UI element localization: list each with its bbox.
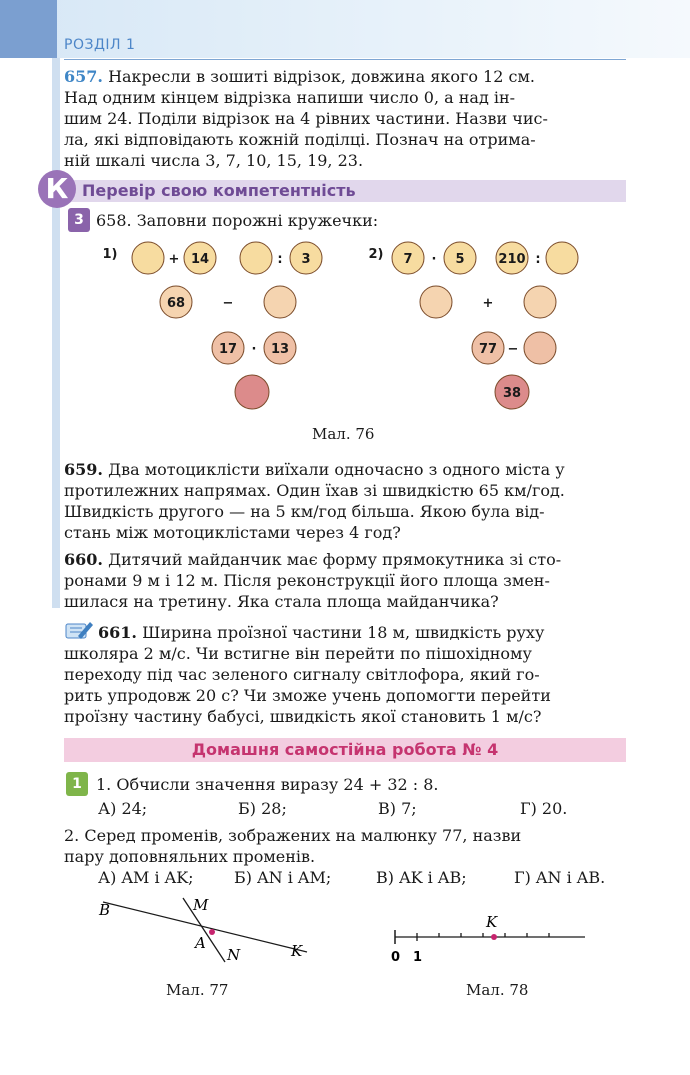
q1-option-c: В) 7; [378,799,417,818]
q2-option-d: Г) AN і AB. [514,868,606,887]
level-3-icon: 3 [68,208,90,232]
task-661-line: Ширина проїзної частини 18 м, швидкість руху [142,623,545,642]
task-659-line: протилежних напрямах. Один їхав зі швидкістю 65 км/год. [64,481,565,500]
tree1-number: 13 [270,342,290,357]
tree2-empty-node [524,286,556,318]
tree2-empty-node [420,286,452,318]
pencil-notebook-icon [64,618,94,642]
tree2-label: 2) [368,247,384,262]
tree1-op: − [222,296,234,311]
label-N: N [227,946,241,964]
tree1-op: · [251,342,257,357]
label-one: 1 [413,950,423,965]
task-660-line: шилася на третину. Яка стала площа майданчика? [64,592,499,611]
q2-option-b: Б) AN і AM; [234,868,332,887]
task-661-rest [64,643,626,727]
homework-q1-text: 1. Обчисли значення виразу 24 + 32 : 8. [96,775,439,794]
figure-76-caption: Мал. 76 [312,425,375,443]
tree1-root-node [235,375,269,409]
tree2-number: 38 [502,386,522,401]
tree2-number: 5 [455,252,465,267]
task-658-text: 658. Заповни порожні кружечки: [96,211,379,230]
homework-q2 [64,825,626,867]
tree2-number: 77 [478,342,498,357]
tree1-number: 68 [166,296,186,311]
point-K [491,934,497,940]
tree2-op: − [507,342,519,357]
competence-title: Перевір свою компетентність [82,181,356,200]
task-659-line: Швидкість другого — на 5 км/год більша. Якою була від- [64,502,545,521]
tree1-empty-node [264,286,296,318]
point-A [209,929,215,935]
q2-option-c: В) AK і AB; [376,868,467,887]
tree2-empty-node [546,242,578,274]
task-657-number: 657. [64,67,103,86]
task-661-line: школяра 2 м/с. Чи встигне він перейти по пішохідному [64,644,532,663]
label-M: M [193,896,209,914]
task-661-line: переходу під час зеленого сигналу світлофора, який го- [64,665,540,684]
figure-78-caption: Мал. 78 [466,981,529,999]
tree1-number: 3 [301,252,311,267]
q1-option-d: Г) 20. [520,799,568,818]
task-661 [98,622,626,643]
section-label: РОЗДІЛ 1 [64,37,136,53]
tree1-label: 1) [102,247,118,262]
task-660-number: 660. [64,550,103,569]
task-657-line: ла, які відповідають кожній поділці. Познач на отрима- [64,130,536,149]
tree1-empty-node [132,242,164,274]
homework-q2-line: пару доповняльних променів. [64,847,316,866]
tree2-number: 210 [498,252,526,267]
label-A: A [195,934,206,952]
task-657-line: Над одним кінцем відрізка напиши число 0, а над ін- [64,88,516,107]
tree1-op: : [277,252,283,267]
task-659-line: стань між мотоциклістами через 4 год? [64,523,401,542]
task-660 [64,549,626,612]
tree2-op: · [431,252,437,267]
task-659-number: 659. [64,460,103,479]
q1-option-a: А) 24; [98,799,148,818]
task-660-line: ронами 9 м і 12 м. Після реконструкції його площа змен- [64,571,550,590]
tree1-empty-node [240,242,272,274]
tree2-number: 7 [403,252,413,267]
task-657-line: шим 24. Поділи відрізок на 4 рівних частини. Назви чис- [64,109,548,128]
tree1-op: + [168,252,180,267]
homework-title: Домашня самостійна робота № 4 [191,740,499,759]
task-661-number: 661. [98,623,137,642]
task-660-line: Дитячий майданчик має форму прямокутника зі сто- [108,550,562,569]
tree2-op: + [482,296,494,311]
competence-icon: К [38,170,76,208]
task-657-line: Накресли в зошиті відрізок, довжина якого 12 см. [108,67,535,86]
task-659 [64,459,626,543]
task-661-line: проїзну частину бабусі, швидкість якої становить 1 м/с? [64,707,542,726]
tree2-op: : [535,252,541,267]
tree1-number: 17 [218,342,238,357]
label-B: B [99,901,111,919]
task-659-line: Два мотоциклісти виїхали одночасно з одного міста у [108,460,565,479]
label-K: K [291,942,303,960]
label-K: K [486,913,498,931]
q1-option-b: Б) 28; [238,799,287,818]
tree2-empty-node [524,332,556,364]
q2-option-a: А) AM і AK; [98,868,194,887]
label-zero: 0 [391,950,401,965]
homework-q2-line: 2. Серед променів, зображених на малюнку 77, назви [64,826,522,845]
level-1-icon: 1 [66,772,88,796]
figure-77-caption: Мал. 77 [166,981,229,999]
figure-78 [385,905,595,965]
tree1-number: 14 [190,252,210,267]
task-661-line: рить упродовж 20 с? Чи зможе учень допомогти перейти [64,686,551,705]
task-657-line: ній шкалі числа 3, 7, 10, 15, 19, 23. [64,151,364,170]
figure-77 [95,890,325,970]
tree-nodes [0,0,690,440]
